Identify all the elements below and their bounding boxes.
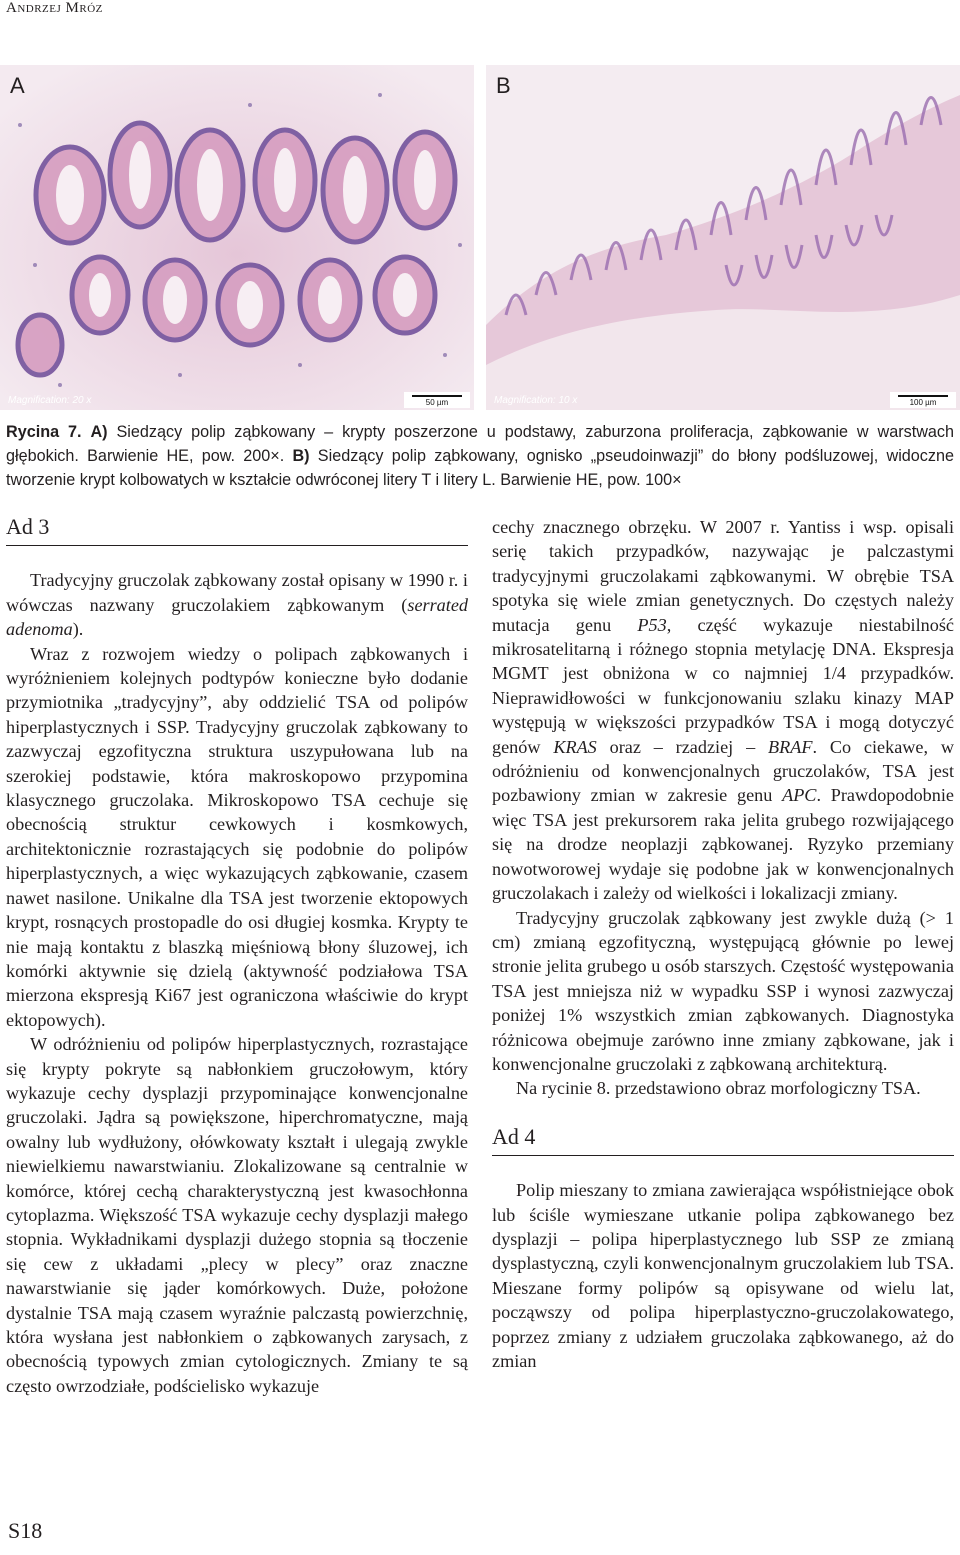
section-heading-ad3: Ad 3 — [6, 515, 468, 546]
left-column — [6, 515, 468, 1398]
running-head: Andrzej Mróz — [6, 0, 103, 16]
paragraph: cechy znacznego obrzęku. W 2007 r. Yantiss i wsp. opisali serię takich przypadków, nazywając je palczastymi tradycyjnymi gruczolakami ząbkowanymi. W obrębie TSA spotyka się wiele zmian genetycznych. Do częstych należy mutacja genu P53, część wykazuje niestabilność mikrosatelitarną i różnego stopnia metylację DNA. Ekspresja MGMT jest obniżona w co najmniej 1/4 przypadków. Nieprawidłowości w funkcjonowaniu szlaku kinazy MAP występują w większości przypadków TSA i mogą dotyczyć genów KRAS oraz – rzadziej – BRAF. Co ciekawe, w odróżnieniu od konwencjonalnych gruczolaków, TSA jest pozbawiony zmian w zakresie genu APC. Prawdopodobnie więc TSA jest prekursorem raka jelita grubego rozwijającego się na drodze neoplazji ząbkowanej. Ryzyko przemiany nowotworowej wydaje się podobne jak w konwencjonalnych gruczolakach i zależy od wielkości i lokalizacji zmiany. — [492, 517, 955, 904]
gene-p53: P53 — [637, 614, 667, 635]
right-column — [492, 515, 954, 1373]
paragraph: Tradycyjny gruczolak ząbkowany jest zwykle dużą (> 1 cm) zmianą egzofityczną, występującą głównie po lewej stronie jelita grubego u osób starszych. Częstość występowania TSA jest mniejsza niż w wypadku SSP i wynosi zazwyczaj poniżej 1% wszystkich zmian ząbkowanych. Diagnostyka różnicowa obejmuje zarówno inne zmiany ząbkowane, jak i konwencjonalne gruczolaki z ząbkowaną architekturą. — [492, 907, 954, 1074]
scale-label-b: 100 µm — [909, 398, 937, 407]
figure-caption — [6, 420, 954, 492]
micrograph-b-image — [486, 65, 960, 410]
caption-b-text: Siedzący polip ząbkowany, ognisko „pseudoinwazji” do błony podśluzowej, widoczne tworzenie krypt kolbowatych w kształcie odwróconej litery T i litery L. Barwienie HE, pow. 100× — [6, 447, 954, 489]
gene-braf: BRAF — [768, 736, 813, 757]
paragraph: W odróżnieniu od polipów hiperplastycznych, rozrastające się krypty pokryte są nabłonkiem gruczołowym, który wykazuje cechy dysplazji przypominające konwencjonalne gruczolaki. Jądra są powiększone, hiperchromatyczne, mają owalny lub wydłużony, ołówkowaty kształt i ulegają zwykle niewielkiemu nawarstwianiu. Zlokalizowane są centralnie w komórce, której cechą charakterystyczną jest kwasochłonna cytoplazma. Większość TSA wykazuje cechy dysplazji małego stopnia. Wykładnikami dysplazji dużego stopnia są tłoczenie się cew z układami „plecy w plecy” oraz znaczne nawarstwianie się jąder komórkowych. Duże, położone dystalnie TSA mają czasem wyraźnie palczastą powierzchnię, która wysłana jest nabłonkiem o ząbkowanych zarysach, z obecnością typowych zmian cytologicznych. Zmiany te są często owrzodziałe, podścielisko wykazuje — [6, 1034, 468, 1396]
panel-b-label: B — [496, 73, 511, 98]
paragraph: Polip mieszany to zmiana zawierająca współistniejące obok lub ściśle wymieszane utkanie polipa ząbkowanego bez dysplazji – polipa hiperplastycznego lub SSP ze zmianą dysplastyczną, czyli konwencjonalnym gruczolakiem lub TSA. Mieszane formy polipów są opisywane od wielu lat, począwszy od polipa hiperplastyczno-gruczolakowatego, poprzez zmiany z udziałem gruczolaka ząbkowanego, aż do zmian — [492, 1180, 954, 1371]
paragraph: Tradycyjny gruczolak ząbkowany został opisany w 1990 r. i wówczas nazwany gruczolakiem ząbkowanym (serrated adenoma). — [6, 570, 468, 640]
paragraph: Na rycinie 8. przedstawiono obraz morfologiczny TSA. — [516, 1078, 921, 1099]
gene-apc: APC — [782, 785, 817, 806]
micrograph-panel-a — [0, 65, 474, 410]
magnification-a: Magnification: 20 x — [8, 395, 92, 406]
term-serrated-adenoma: serrated adenoma — [6, 594, 468, 640]
caption-a-text: Siedzący polip ząbkowany – krypty poszerzone u podstawy, zaburzona proliferacja, ząbkowanie w warstwach głębokich. Barwienie HE, pow. 200×. — [6, 423, 954, 465]
panel-a-label: A — [10, 73, 25, 98]
scale-label-a: 50 µm — [425, 398, 449, 407]
magnification-b: Magnification: 10 x — [494, 395, 578, 406]
micrograph-panel-b — [486, 65, 960, 410]
scale-bar-b — [890, 392, 956, 408]
figure-7 — [0, 65, 960, 410]
caption-a-marker: A) — [90, 423, 108, 441]
paragraph: Wraz z rozwojem wiedzy o polipach ząbkowanych i wyróżnieniem kolejnych podtypów konieczne było dodanie przymiotnika „tradycyjny”, aby oddzielić TSA od polipów hiperplastycznych i SSP. Tradycyjny gruczolak ząbkowany to zazwyczaj egzofityczna struktura uszypułowana lub na szerokiej podstawie, która makroskopowo przypomina klasycznego gruczolaka. Mikroskopowo TSA cechuje się obecnością struktur cewkowych i kosmkowych, architektonicznie rozrastających się podobnie do polipów hiperplastycznych, a więc wykazujących ząbkowanie, czasem nawet nasilone. Unikalne dla TSA jest tworzenie ektopowych krypt, rosnących prostopadle do osi długiej kosmka. Krypty te nie mają kontaktu z blaszką mięśniową błony śluzowej, ich komórki aktywnie się dzielą (aktywność podziałowa TSA mierzona ekspresją Ki67 jest ograniczona właściwie do krypt ektopowych). — [6, 643, 468, 1030]
section-heading-ad4: Ad 4 — [492, 1125, 954, 1156]
page-number: S18 — [8, 1518, 43, 1543]
micrograph-a-image — [0, 65, 474, 410]
caption-b-marker: B) — [292, 447, 310, 465]
caption-label: Rycina 7. — [6, 423, 82, 441]
gene-kras: KRAS — [553, 736, 597, 757]
scale-bar-a — [404, 392, 470, 408]
